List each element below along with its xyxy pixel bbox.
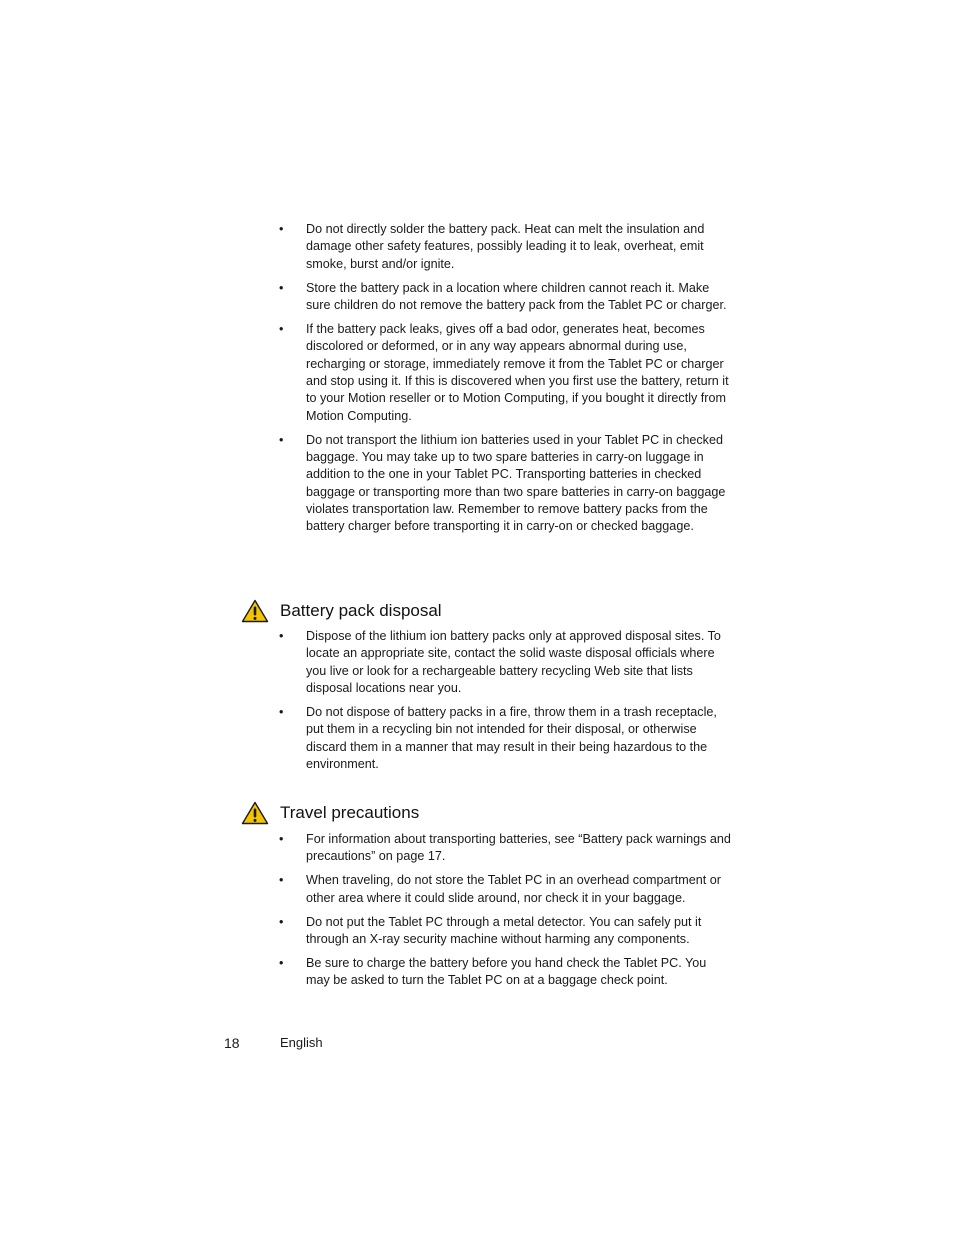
travel-precautions-list xyxy=(279,831,731,997)
warning-triangle-icon xyxy=(241,801,269,825)
list-item xyxy=(279,221,731,273)
list-item xyxy=(279,628,731,697)
bullet-marker: • xyxy=(279,914,284,929)
bullet-marker: • xyxy=(279,629,284,643)
list-item-text: When traveling, do not store the Tablet PC in an overhead compartment or other area where it could slide around, nor check it in your baggage. xyxy=(306,873,721,905)
list-item-text: Store the battery pack in a location where children cannot reach it. Make sure children do not remove the battery pack from the Tablet PC or charger. xyxy=(306,280,727,312)
bullet-marker: • xyxy=(279,222,284,236)
list-item-text: Do not put the Tablet PC through a metal detector. You can safely put it through an X-ray security machine without harming any components. xyxy=(306,914,702,947)
list-item-text: Dispose of the lithium ion battery packs only at approved disposal sites. To locate an appropriate site, contact the solid waste disposal officials where you live or look for a rechargeable battery recycling Web site that lists disposal locations near you. xyxy=(306,629,721,695)
section-title: Battery pack disposal xyxy=(280,601,442,620)
list-item-text: Do not directly solder the battery pack. Heat can melt the insulation and damage other safety features, possibly leading it to leak, overheat, emit smoke, burst and/or ignite. xyxy=(306,222,705,271)
bullet-marker: • xyxy=(279,873,284,888)
battery-warnings-list xyxy=(279,221,731,542)
bullet-marker: • xyxy=(279,322,284,337)
list-item-text: Be sure to charge the battery before you hand check the Tablet PC. You may be asked to turn the Tablet PC on at a baggage check point. xyxy=(306,956,707,988)
section-heading-battery-pack-disposal xyxy=(241,598,442,624)
section-heading-travel-precautions xyxy=(241,800,419,826)
list-item xyxy=(279,872,731,907)
page-number: 18 xyxy=(224,1035,240,1051)
bullet-marker: • xyxy=(279,832,284,846)
list-item-text: Do not transport the lithium ion batteries used in your Tablet PC in checked baggage. You may take up to two spare batteries in carry-on luggage in addition to the one in your Tablet PC. Transporting batteries in checked baggage or transporting more than two spare batteries in carry-on baggage violates transportation law. Remember to remove battery packs from the battery charger before transporting it in carry-on or checked baggage. xyxy=(306,432,726,534)
list-item xyxy=(279,704,731,773)
warning-triangle-icon xyxy=(241,599,269,623)
section-title: Travel precautions xyxy=(280,803,420,822)
list-item xyxy=(279,831,731,866)
bullet-marker: • xyxy=(279,280,284,295)
list-item-text: If the battery pack leaks, gives off a bad odor, generates heat, becomes discolored or deformed, or in any way appears abnormal during use, recharging or storage, immediately remove it from the Tablet PC or charger and stop using it. If this is discovered when you first use the battery, return it to your Motion reseller or to Motion Computing, if you bought it directly from Motion Computing. xyxy=(306,322,729,423)
footer-language: English xyxy=(280,1035,323,1050)
bullet-marker: • xyxy=(279,956,284,971)
list-item xyxy=(279,432,731,536)
bullet-marker: • xyxy=(279,432,284,447)
list-item-text: Do not dispose of battery packs in a fire, throw them in a trash receptacle, put them in a recycling bin not intended for their disposal, or otherwise discard them in a manner that may result in their being hazardous to the environment. xyxy=(306,704,717,771)
list-item xyxy=(279,280,731,315)
list-item xyxy=(279,914,731,949)
bullet-marker: • xyxy=(279,704,284,719)
list-item-text: For information about transporting batteries, see “Battery pack warnings and precautions” on page 17. xyxy=(306,832,731,864)
battery-disposal-list xyxy=(279,628,731,780)
list-item xyxy=(279,321,731,425)
list-item xyxy=(279,955,731,990)
